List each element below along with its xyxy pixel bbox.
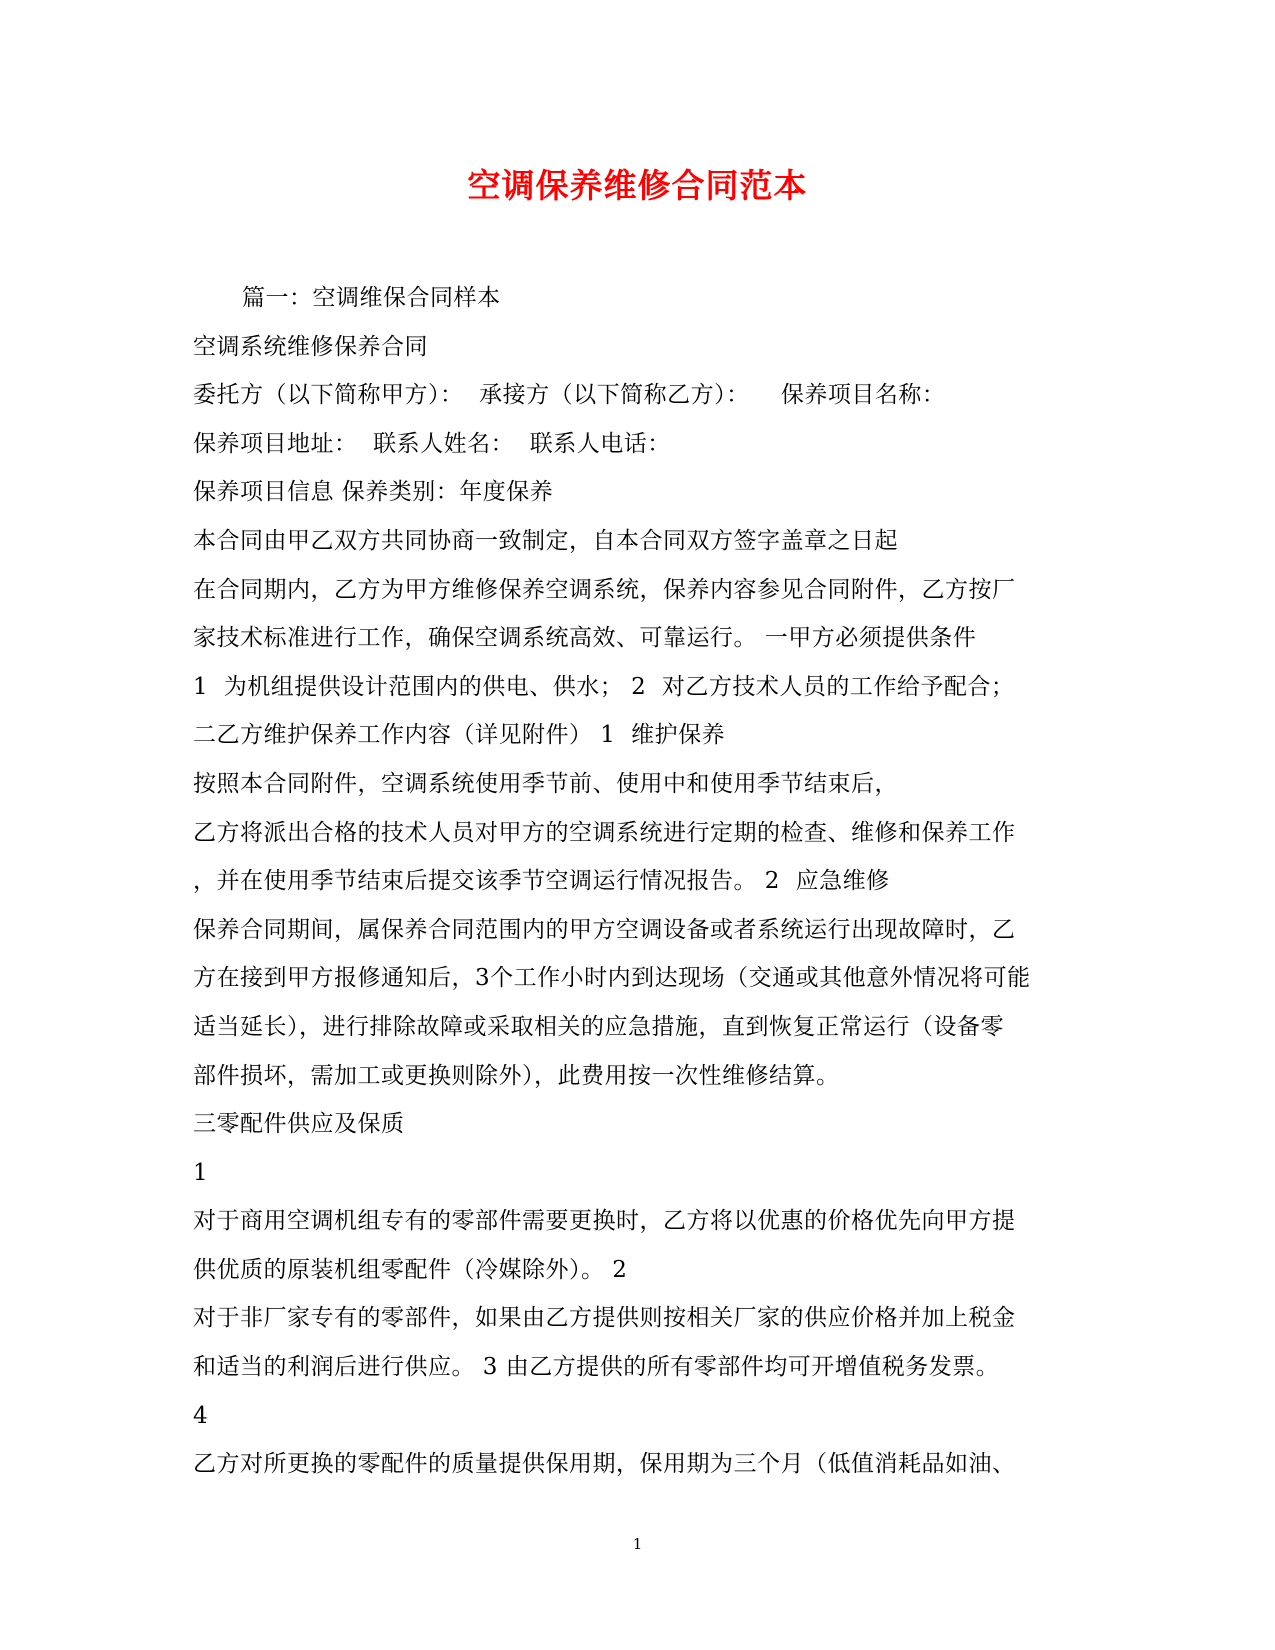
text-line: 乙方对所更换的零配件的质量提供保用期，保用期为三个月（低值消耗品如油、 xyxy=(193,1451,1016,1478)
section-heading: 三零配件供应及保质 xyxy=(193,1111,405,1138)
contact-line: 保养项目地址： 联系人姓名： 联系人电话： xyxy=(193,430,671,457)
text-line: 适当延长），进行排除故障或采取相关的应急措施，直到恢复正常运行（设备零 xyxy=(193,1013,1004,1040)
text-line: 本合同由甲乙双方共同协商一致制定，自本合同双方签字盖章之日起 xyxy=(193,527,898,554)
text-line: 二乙方维护保养工作内容（详见附件） 1 维护保养 xyxy=(193,722,726,749)
page-number: 1 xyxy=(632,1535,643,1553)
text-line: 部件损坏，需加工或更换则除外），此费用按一次性维修结算。 xyxy=(193,1062,840,1089)
text-line: 保养合同期间，属保养合同范围内的甲方空调设备或者系统运行出现故障时，乙 xyxy=(193,916,1016,943)
document-title: 空调保养维修合同范本 xyxy=(467,166,808,205)
parties-line: 委托方（以下简称甲方）： 承接方（以下简称乙方）： 保养项目名称： xyxy=(193,382,946,409)
document-body xyxy=(193,274,1093,1489)
text-line: 乙方将派出合格的技术人员对甲方的空调系统进行定期的检查、维修和保养工作 xyxy=(193,819,1016,846)
text-line: 按照本合同附件，空调系统使用季节前、使用中和使用季节结束后， xyxy=(193,770,898,797)
text-line: 和适当的利润后进行供应。 3 由乙方提供的所有零部件均可开增值税务发票。 xyxy=(193,1354,1000,1381)
text-line: 对于非厂家专有的零部件，如果由乙方提供则按相关厂家的供应价格并加上税金 xyxy=(193,1305,1016,1332)
text-line: 1 为机组提供设计范围内的供电、供水； 2 对乙方技术人员的工作给予配合； xyxy=(193,673,1015,700)
item-number: 1 xyxy=(193,1159,209,1186)
section-heading: 篇一：空调维保合同样本 xyxy=(242,285,501,311)
text-line: 对于商用空调机组专有的零部件需要更换时，乙方将以优惠的价格优先向甲方提 xyxy=(193,1208,1016,1235)
text-line: 在合同期内，乙方为甲方维修保养空调系统，保养内容参见合同附件，乙方按厂 xyxy=(193,576,1016,603)
text-line: 家技术标准进行工作，确保空调系统高效、可靠运行。 一甲方必须提供条件 xyxy=(193,625,977,652)
text-line: ，并在使用季节结束后提交该季节空调运行情况报告。 2 应急维修 xyxy=(193,868,890,895)
project-info-line: 保养项目信息 保养类别：年度保养 xyxy=(193,479,554,506)
contract-name: 空调系统维修保养合同 xyxy=(193,333,428,360)
item-number: 4 xyxy=(193,1402,209,1429)
text-line: 方在接到甲方报修通知后，3个工作小时内到达现场（交通或其他意外情况将可能 xyxy=(193,965,1031,992)
text-line: 供优质的原装机组零配件（冷媒除外）。 2 xyxy=(193,1256,628,1283)
